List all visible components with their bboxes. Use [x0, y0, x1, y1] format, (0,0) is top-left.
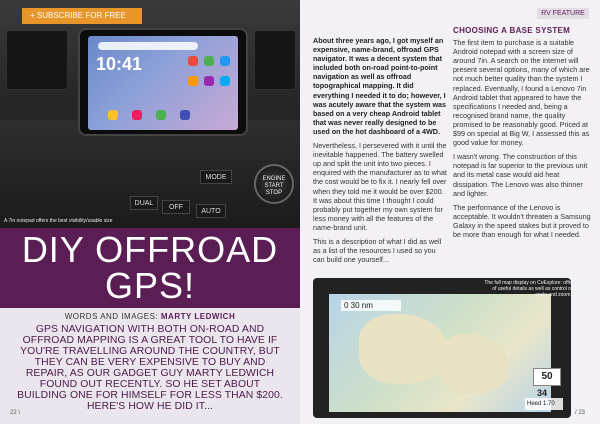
page-number-right: / 23: [575, 410, 586, 416]
map-value-readout: 34: [537, 388, 548, 398]
section-tag: RV FEATURE: [537, 8, 589, 19]
air-vent-right: [254, 30, 296, 90]
map-landmass: [359, 314, 449, 384]
byline: [0, 312, 300, 321]
tablet-screen: [88, 36, 238, 130]
hero-photo: [0, 0, 300, 228]
body-column-2: [453, 26, 591, 244]
title-block: [0, 228, 300, 308]
section-heading: CHOOSING A BASE SYSTEM: [453, 26, 571, 35]
body-paragraph: The first item to purchase is a suitable Android notepad with a screen size of around 7in. A search on the internet will present several options, many of which are not much better quality than the system I replaced. Eventually, I found a Lenovo 7in Android tablet that appeared to have the specifications I needed and, being a recognised brand name, the quality promised to be reasonably good. Priced at $99 on special at Big W, I assessed this as good value for money.: [453, 38, 590, 148]
article-title-line-1: DIY OFFROAD: [21, 229, 279, 270]
app-icon: [188, 56, 198, 66]
air-vent-left: [6, 30, 68, 90]
app-icon: [156, 110, 166, 120]
mode-button: MODE: [200, 170, 232, 184]
body-paragraph: The performance of the Lenovo is acceptable. It wouldn't threaten a Samsung Galaxy in the speed stakes but it proved to be more than enough for what I needed.: [453, 202, 591, 239]
app-icon: [108, 110, 118, 120]
app-icon: [220, 56, 230, 66]
dashboard-panel: [0, 120, 300, 228]
app-icon: [204, 56, 214, 66]
dual-button: DUAL: [130, 196, 158, 210]
map-zoom-readout: Heed 1.70: [525, 398, 563, 410]
start-line-1: ENGINE: [262, 176, 286, 182]
app-icon: [132, 110, 142, 120]
map-landmass: [439, 334, 509, 394]
tablet-search-bar: [98, 42, 198, 50]
page-number-left: 22 \: [10, 410, 21, 416]
map-scale: 0 30 nm: [341, 300, 401, 311]
byline-label: WORDS AND IMAGES:: [64, 312, 159, 321]
map-caption: The full map display on CoExplore: offers loads of useful details as well as control over map scale and zoom settings: [484, 280, 589, 298]
tablet-clock: 10:41: [96, 54, 143, 74]
map-screen: [329, 294, 555, 412]
start-line-2: START: [264, 183, 284, 189]
map-speed-readout: 50: [533, 368, 561, 386]
standfirst: GPS NAVIGATION WITH BOTH ON-ROAD AND OFFROAD MAPPING IS A GREAT TOOL TO HAVE IF YOU'RE TRAVELLING AROUND THE COUNTRY, BUT THEY CAN BE VERY EXPENSIVE TO BUY AND REPAIR, AS OUR GADGET GUY MARTY LEDWICH FOUND OUT RECENTLY. SO HE SET ABOUT BUILDING ONE FOR HIMSELF FOR LESS THAN $200. HERE'S HOW HE DID IT...: [17, 324, 283, 412]
engine-start-button: [254, 164, 294, 204]
article-title-line-2: GPS!: [104, 265, 196, 306]
app-icon: [180, 110, 190, 120]
byline-author: MARTY LEDWICH: [160, 312, 236, 321]
body-paragraph: Nevertheless, I persevered with it until the inevitable happened. The battery swelled up and split the unit into two pieces. I enquired with the manufacturer as to what the cost would be to fix it. I nearly fell over when they told me it would be over $200. It was about this time I thought I could probably put together my own system for less money with all the features of the name-brand unit.: [313, 141, 447, 232]
body-column-1: [313, 36, 447, 269]
body-paragraph: About three years ago, I got myself an expensive, name-brand, offroad GPS navigator. It was a decent system that included both on-road point-to-point navigation as well as offroad topographical mapping. It did everything I needed it to do; however, I was acutely aware that the system was based on a very cheap Android tablet that was never really designed to be used on the hot dashboard of a 4WD.: [313, 36, 447, 136]
auto-button: AUTO: [196, 204, 226, 218]
subscribe-button[interactable]: + SUBSCRIBE FOR FREE: [22, 8, 142, 24]
start-line-3: STOP: [265, 190, 283, 196]
app-icon: [220, 76, 230, 86]
map-photo: [313, 278, 571, 418]
tablet-device: [78, 28, 248, 136]
off-button: OFF: [162, 200, 190, 214]
hero-caption: A 7in notepad offers the best visibility/usable size: [4, 218, 113, 224]
app-icon: [188, 76, 198, 86]
body-paragraph: I wasn't wrong. The construction of this notepad is far superior to the previous unit and its metal case would aid heat dissipation. The Lenovo was also thinner and lighter.: [453, 152, 588, 198]
body-paragraph: This is a description of what I did as well as a list of the resources I used so you can build one yourself...: [313, 236, 442, 265]
app-icon: [204, 76, 214, 86]
